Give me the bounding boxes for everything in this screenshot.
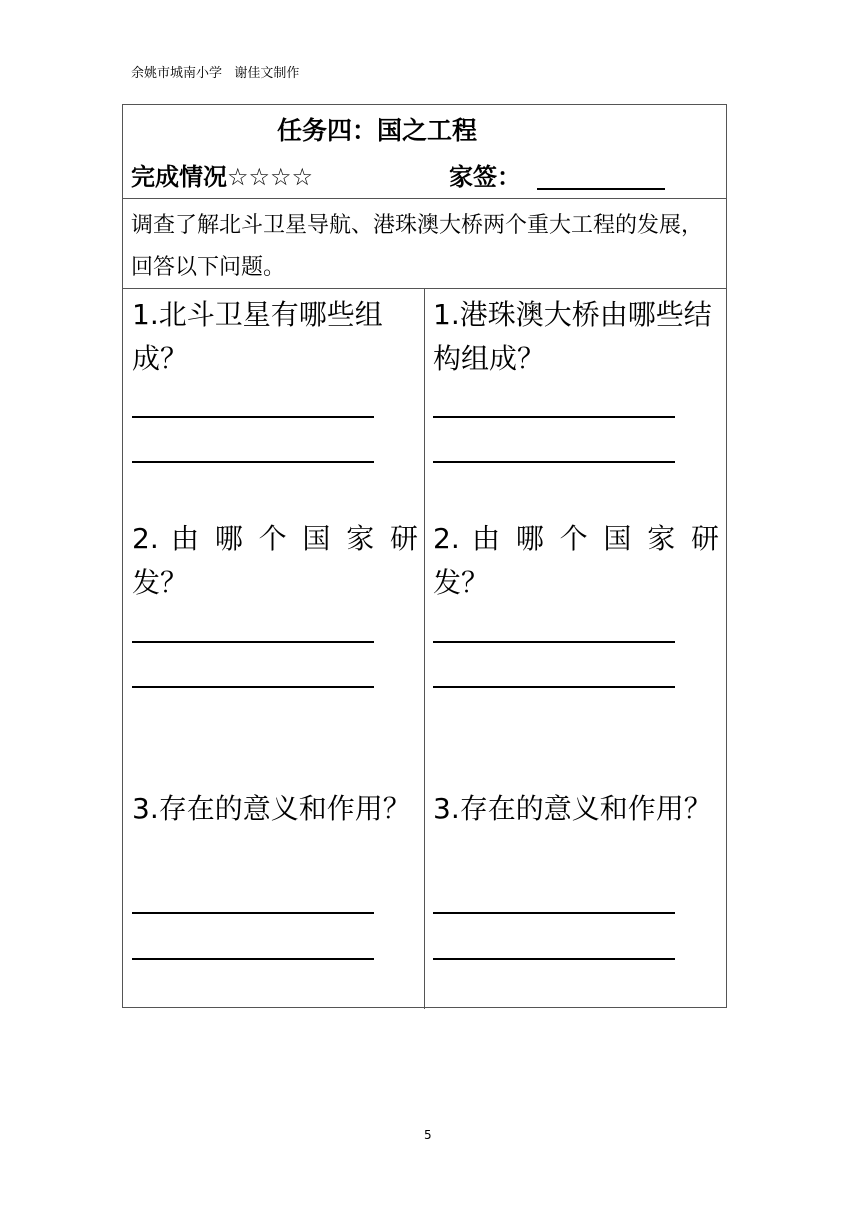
bridge-column: [424, 289, 724, 1009]
completion-status: 完成情况☆☆☆☆: [131, 163, 314, 191]
page-header: 余姚市城南小学 谢佳文制作: [131, 66, 300, 81]
answer-line[interactable]: [433, 641, 675, 643]
answer-line[interactable]: [132, 686, 374, 688]
bridge-question-2-cont: 发？: [433, 566, 490, 599]
intro-row: [123, 199, 726, 289]
beidou-question-1: 1.北斗卫星有哪些组成？: [132, 298, 383, 375]
page-number: 5: [424, 1128, 432, 1142]
answer-line[interactable]: [132, 912, 374, 914]
beidou-question-3: 3.存在的意义和作用？: [132, 792, 411, 825]
task-table: [122, 104, 727, 1008]
answer-line[interactable]: [433, 958, 675, 960]
answer-line[interactable]: [132, 461, 374, 463]
bridge-question-1: 1.港珠澳大桥由哪些结构组成？: [433, 298, 712, 375]
answer-line[interactable]: [433, 416, 675, 418]
parent-signature-label: 家签：: [449, 163, 521, 191]
parent-signature-line[interactable]: [537, 188, 665, 190]
answer-line[interactable]: [132, 416, 374, 418]
bridge-question-3: 3.存在的意义和作用？: [433, 792, 712, 825]
answer-line[interactable]: [132, 641, 374, 643]
beidou-question-2-cont: 发？: [132, 566, 189, 599]
answer-line[interactable]: [433, 461, 675, 463]
title-row: [123, 105, 726, 199]
answer-line[interactable]: [433, 912, 675, 914]
beidou-column: [123, 289, 423, 1009]
answer-line[interactable]: [132, 958, 374, 960]
task-title: 任务四：国之工程: [277, 116, 478, 145]
bridge-question-2: 2. 由 哪 个 国 家 研: [433, 522, 719, 555]
answer-line[interactable]: [433, 686, 675, 688]
intro-text: 调查了解北斗卫星导航、港珠澳大桥两个重大工程的发展，回答以下问题。: [131, 213, 704, 280]
beidou-question-2: 2. 由 哪 个 国 家 研: [132, 522, 418, 555]
